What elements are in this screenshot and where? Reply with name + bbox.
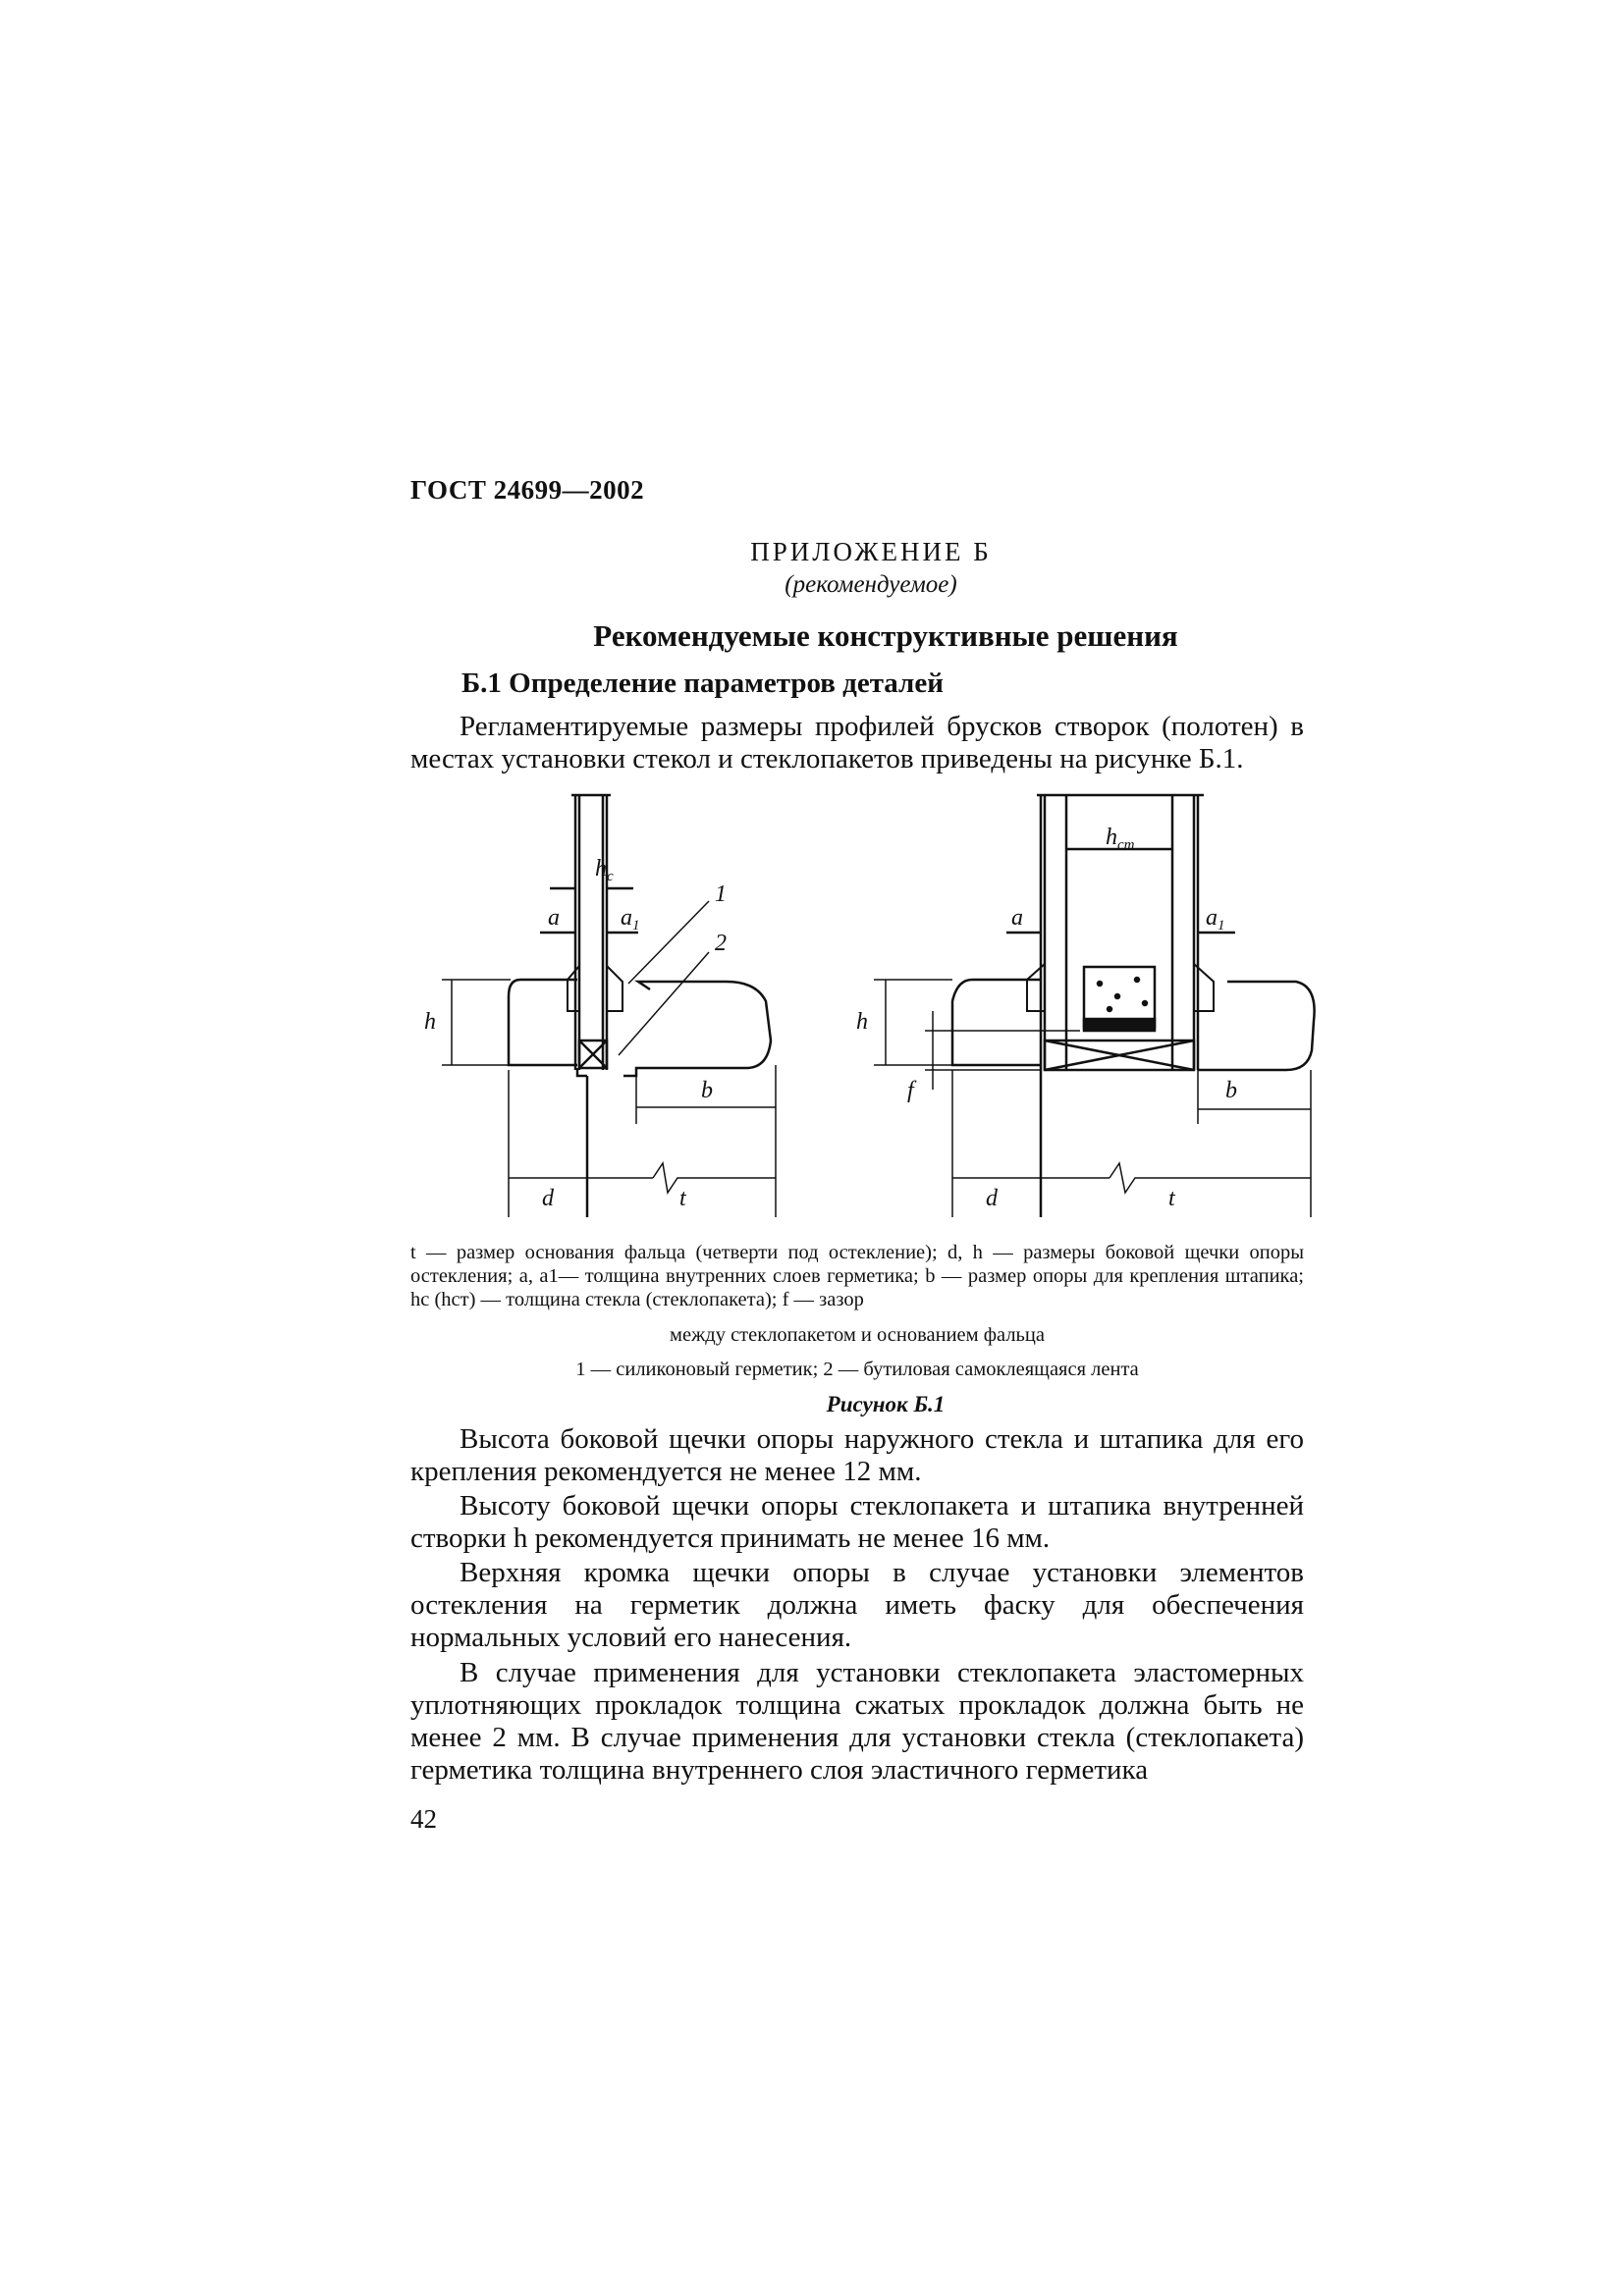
label-f: f bbox=[907, 1078, 914, 1103]
figure-caption-1: t — размер основания фальца (четверти под остекление); d, h — размеры боковой щечки опоры остекления; a, a1— толщина внутренних слоев герметика; b — размер опоры для крепления штапика; hc (hст) — толщина стекла (стеклопакета); f — зазор bbox=[410, 1242, 1304, 1310]
appendix-subtitle: (рекомендуемое) bbox=[785, 571, 957, 598]
figure-title: Рисунок Б.1 bbox=[826, 1392, 946, 1416]
label-hc: $h_c$ bbox=[595, 856, 614, 884]
label-t-left: t bbox=[679, 1186, 686, 1211]
body-paragraph: В случае применения для установки стеклопакета эластомерных уплотняющих прокладок толщина сжатых прокладок должна быть не менее 2 мм. В случае применения для установки стекла (стеклопакета) герметика толщина внутреннего слоя эластичного герметика bbox=[410, 1657, 1304, 1786]
label-h-left: h bbox=[424, 1009, 436, 1035]
body-paragraph: Верхняя кромка щечки опоры в случае установки элементов остекления на герметик должна иметь фаску для обеспечения нормальных условий его нанесения. bbox=[410, 1557, 1304, 1653]
section-title: Б.1 Определение параметров деталей bbox=[461, 667, 944, 699]
figure-caption-3: 1 — силиконовый герметик; 2 — бутиловая самоклеящаяся лента bbox=[575, 1359, 1139, 1380]
label-a-left: a bbox=[548, 905, 560, 931]
label-callout-1: 1 bbox=[715, 881, 727, 907]
standard-header: ГОСТ 24699—2002 bbox=[410, 475, 645, 505]
label-a-right: a bbox=[1011, 905, 1023, 931]
label-a1-right: $a_1$ bbox=[1206, 905, 1225, 934]
appendix-title: ПРИЛОЖЕНИЕ Б bbox=[750, 537, 992, 566]
label-d-right: d bbox=[986, 1186, 998, 1211]
figure-b1-diagram bbox=[403, 785, 1316, 1247]
main-title: Рекомендуемые конструктивные решения bbox=[593, 618, 1178, 653]
body-paragraph: Высота боковой щечки опоры наружного стекла и штапика для его крепления рекомендуется не менее 12 мм. bbox=[410, 1423, 1304, 1487]
label-a1-left: $a_1$ bbox=[621, 905, 640, 934]
body-paragraph: Высоту боковой щечки опоры стеклопакета и штапика внутренней створки h рекомендуется принимать не менее 16 мм. bbox=[410, 1490, 1304, 1554]
label-callout-2: 2 bbox=[715, 931, 727, 956]
label-hst: $h_{ст}$ bbox=[1106, 825, 1135, 853]
label-h-right: h bbox=[856, 1009, 868, 1035]
label-b-right: b bbox=[1225, 1078, 1237, 1103]
label-b-left: b bbox=[701, 1078, 713, 1103]
label-t-right: t bbox=[1168, 1186, 1175, 1211]
page-number: 42 bbox=[410, 1804, 437, 1834]
label-d-left: d bbox=[542, 1186, 554, 1211]
intro-paragraph: Регламентируемые размеры профилей брусков створок (полотен) в местах установки стекол и стеклопакетов приведены на рисунке Б.1. bbox=[410, 711, 1304, 774]
figure-caption-2: между стеклопакетом и основанием фальца bbox=[670, 1324, 1045, 1346]
